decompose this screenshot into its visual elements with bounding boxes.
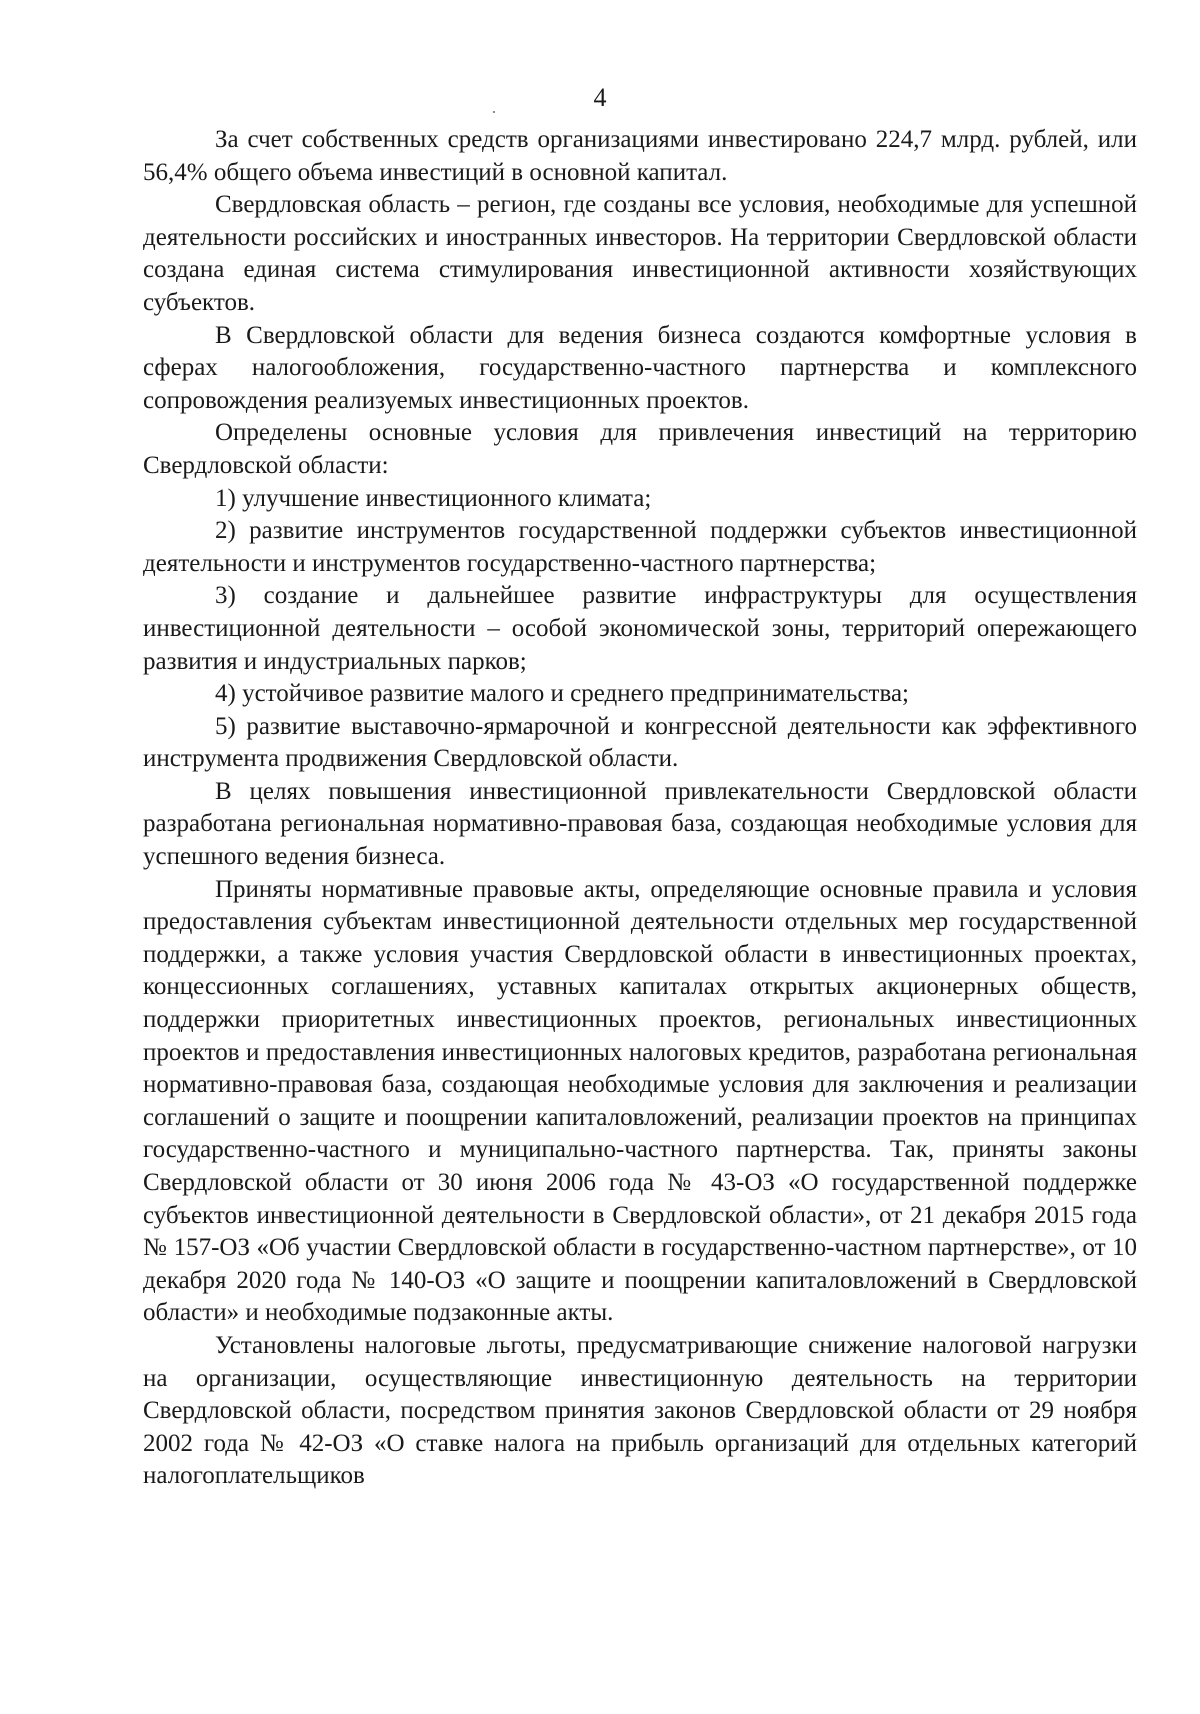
paragraph-region-conditions: Свердловская область – регион, где созданы все условия, необходимые для успешной деятельности российских и иностранных инвесторов. На территории Свердловской области создана единая система стимулирования инвестиционной активности хозяйствующих субъектов. [143, 191, 1137, 316]
paragraph-main-conditions: Определены основные условия для привлечения инвестиций на территорию Свердловской области: [143, 419, 1137, 479]
page-number: 4 [593, 83, 607, 112]
paragraph-own-funds: За счет собственных средств организациями инвестировано 224,7 млрд. рублей, или 56,4% общего объема инвестиций в основной капитал. [143, 126, 1137, 186]
list-item-5: 5) развитие выставочно-ярмарочной и конгрессной деятельности как эффективного инструмента продвижения Свердловской области. [143, 712, 1137, 773]
paragraph-tax-benefits: Установлены налоговые льготы, предусматривающие снижение налоговой нагрузки на организации, осуществляющие инвестиционную деятельность на территории Свердловской области, посредством принятия законов Свердловской области от 29 ноября 2002 года № 42-ОЗ «О ставке налога на прибыль организаций для отдельных категорий налогоплательщиков [143, 1331, 1137, 1490]
list-item-1: 1) улучшение инвестиционного климата; [215, 484, 652, 512]
paragraph-legal-base: В целях повышения инвестиционной привлекательности Свердловской области разработана региональная нормативно-правовая база, создающая необходимые условия для успешного ведения бизнеса. [143, 777, 1137, 871]
paragraph-normative-acts: Приняты нормативные правовые акты, определяющие основные правила и условия предоставления субъектам инвестиционной деятельности отдельных мер государственной поддержки, а также условия участия Свердловской области в инвестиционных проектах, концессионных соглашениях, уставных капиталах открытых акционерных обществ, поддержки приоритетных инвестиционных проектов, региональных инвестиционных проектов и предоставления инвестиционных налоговых кредитов, разработана региональная нормативно-правовая база, создающая необходимые условия для заключения и реализации соглашений о защите и поощрении капиталовложений, реализации проектов на принципах государственно-частного и муниципально-частного партнерства. Так, приняты законы Свердловской области от 30 июня 2006 года № 43-ОЗ «О государственной поддержке субъектов инвестиционной деятельности в Свердловской области», от 21 декабря 2015 года № 157-ОЗ «Об участии Свердловской области в государственно-частном партнерстве», от 10 декабря 2020 года № 140-ОЗ «О защите и поощрении капиталовложений в Свердловской области» и необходимые подзаконные акты. [143, 875, 1137, 1327]
scan-speck [493, 111, 495, 113]
paragraph-business-conditions: В Свердловской области для ведения бизнеса создаются комфортные условия в сферах налогообложения, государственно-частного партнерства и комплексного сопровождения реализуемых инвестиционных проектов. [143, 321, 1137, 414]
list-item-4: 4) устойчивое развитие малого и среднего предпринимательства; [215, 680, 909, 708]
list-item-3: 3) создание и дальнейшее развитие инфраструктуры для осуществления инвестиционной деятельности – особой экономической зоны, территорий опережающего развития и индустриальных парков; [143, 582, 1137, 675]
list-item-2: 2) развитие инструментов государственной поддержки субъектов инвестиционной деятельности и инструментов государственно-частного партнерства; [143, 517, 1137, 577]
document-body [143, 124, 1137, 1493]
